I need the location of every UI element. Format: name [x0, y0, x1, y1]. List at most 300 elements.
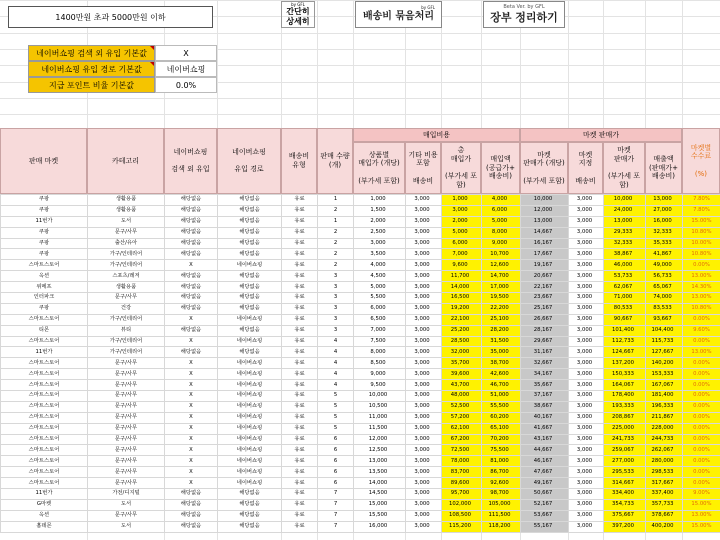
cell-p-item[interactable]: 7,000 [354, 325, 406, 336]
cell-m-fee[interactable]: 0.00% [683, 456, 720, 467]
cell-p-amount[interactable]: 28,200 [482, 325, 521, 336]
cell-market[interactable]: G마켓 [1, 499, 88, 510]
cell-naver-outside[interactable]: 해당없음 [165, 195, 218, 206]
cell-m-sales[interactable]: 35,333 [646, 238, 683, 249]
cell-m-total[interactable]: 295,533 [604, 467, 646, 478]
cell-m-price[interactable]: 26,667 [521, 314, 569, 325]
cell-ship-type[interactable]: 유료 [282, 260, 318, 271]
cell-p-other[interactable]: 3,000 [406, 445, 442, 456]
cell-p-item[interactable]: 8,500 [354, 358, 406, 369]
header-m-sales[interactable]: 매출액 (판매가+ 배송비) [645, 142, 682, 194]
cell-naver-path[interactable]: 해당없음 [218, 303, 282, 314]
cell-naver-outside[interactable]: 해당없음 [165, 227, 218, 238]
cell-m-ship[interactable]: 3,000 [569, 423, 604, 434]
cell-ship-type[interactable]: 유료 [282, 423, 318, 434]
cell-p-other[interactable]: 3,000 [406, 456, 442, 467]
cell-p-amount[interactable]: 10,700 [482, 249, 521, 260]
cell-m-fee[interactable]: 0.00% [683, 412, 720, 423]
cell-p-total[interactable]: 89,600 [442, 478, 482, 489]
cell-m-price[interactable]: 34,167 [521, 369, 569, 380]
cell-naver-outside[interactable]: X [165, 380, 218, 391]
cell-m-sales[interactable]: 400,200 [646, 521, 683, 532]
cell-m-fee[interactable]: 9.60% [683, 325, 720, 336]
cell-m-price[interactable]: 41,667 [521, 423, 569, 434]
cell-naver-outside[interactable]: 해당없음 [165, 238, 218, 249]
cell-m-ship[interactable]: 3,000 [569, 478, 604, 489]
cell-naver-path[interactable]: 네이버쇼핑 [218, 358, 282, 369]
cell-naver-path[interactable]: 네이버쇼핑 [218, 445, 282, 456]
cell-p-item[interactable]: 15,500 [354, 510, 406, 521]
header-naver-outside[interactable]: 네이버쇼핑 검색 외 유입 [164, 128, 217, 194]
cell-m-ship[interactable]: 3,000 [569, 369, 604, 380]
cell-m-fee[interactable]: 0.00% [683, 445, 720, 456]
cell-m-total[interactable]: 259,067 [604, 445, 646, 456]
cell-qty[interactable]: 4 [318, 369, 354, 380]
cell-ship-type[interactable]: 유료 [282, 456, 318, 467]
cell-p-other[interactable]: 3,000 [406, 423, 442, 434]
cell-naver-path[interactable]: 해당없음 [218, 238, 282, 249]
cell-naver-path[interactable]: 네이버쇼핑 [218, 412, 282, 423]
cell-m-total[interactable]: 314,667 [604, 478, 646, 489]
cell-naver-outside[interactable]: X [165, 358, 218, 369]
cell-m-sales[interactable]: 56,733 [646, 271, 683, 282]
cell-m-ship[interactable]: 3,000 [569, 227, 604, 238]
cell-market[interactable]: 스마트스토어 [1, 336, 88, 347]
simple-detail-logo[interactable] [281, 1, 315, 28]
cell-m-ship[interactable]: 3,000 [569, 521, 604, 532]
cell-m-price[interactable]: 50,667 [521, 489, 569, 500]
cell-m-sales[interactable]: 337,400 [646, 489, 683, 500]
cell-ship-type[interactable]: 유료 [282, 227, 318, 238]
cell-ship-type[interactable]: 유료 [282, 445, 318, 456]
cell-m-total[interactable]: 397,200 [604, 521, 646, 532]
setting-value-point-ratio[interactable]: 0.0% [155, 77, 217, 93]
header-market[interactable]: 판매 마켓 [0, 128, 87, 194]
cell-category[interactable]: 문구/사무 [88, 456, 165, 467]
cell-ship-type[interactable]: 유료 [282, 391, 318, 402]
cell-naver-path[interactable]: 해당없음 [218, 293, 282, 304]
cell-category[interactable]: 생활용품 [88, 205, 165, 216]
cell-m-ship[interactable]: 3,000 [569, 195, 604, 206]
cell-category[interactable]: 문구/사무 [88, 369, 165, 380]
cell-naver-path[interactable]: 네이버쇼핑 [218, 391, 282, 402]
cell-m-price[interactable]: 20,667 [521, 271, 569, 282]
cell-m-price[interactable]: 31,167 [521, 347, 569, 358]
cell-ship-type[interactable]: 유료 [282, 205, 318, 216]
cell-m-total[interactable]: 101,400 [604, 325, 646, 336]
cell-p-amount[interactable]: 8,000 [482, 227, 521, 238]
cell-category[interactable]: 가구/인테리어 [88, 249, 165, 260]
cell-m-ship[interactable]: 3,000 [569, 434, 604, 445]
cell-m-sales[interactable]: 41,867 [646, 249, 683, 260]
cell-qty[interactable]: 5 [318, 423, 354, 434]
cell-m-total[interactable]: 90,667 [604, 314, 646, 325]
cell-m-fee[interactable]: 7.80% [683, 195, 720, 206]
cell-p-amount[interactable]: 81,000 [482, 456, 521, 467]
cell-ship-type[interactable]: 유료 [282, 271, 318, 282]
cell-market[interactable]: 11번가 [1, 489, 88, 500]
cell-p-amount[interactable]: 42,600 [482, 369, 521, 380]
cell-naver-outside[interactable]: X [165, 391, 218, 402]
cell-p-other[interactable]: 3,000 [406, 434, 442, 445]
cell-market[interactable]: 스마트스토어 [1, 445, 88, 456]
cell-m-total[interactable]: 46,000 [604, 260, 646, 271]
cell-p-amount[interactable]: 86,700 [482, 467, 521, 478]
cell-naver-outside[interactable]: X [165, 456, 218, 467]
cell-naver-path[interactable]: 네이버쇼핑 [218, 456, 282, 467]
cell-p-item[interactable]: 7,500 [354, 336, 406, 347]
cell-m-sales[interactable]: 244,733 [646, 434, 683, 445]
cell-p-amount[interactable]: 65,100 [482, 423, 521, 434]
cell-p-other[interactable]: 3,000 [406, 347, 442, 358]
header-market-price-group[interactable]: 마켓 판매가 [520, 128, 682, 142]
cell-p-other[interactable]: 3,000 [406, 260, 442, 271]
cell-m-fee[interactable]: 7.80% [683, 205, 720, 216]
cell-naver-outside[interactable]: X [165, 336, 218, 347]
cell-p-item[interactable]: 6,000 [354, 303, 406, 314]
cell-qty[interactable]: 2 [318, 238, 354, 249]
cell-category[interactable]: 문구/사무 [88, 401, 165, 412]
cell-p-other[interactable]: 3,000 [406, 282, 442, 293]
header-m-fee[interactable]: 마켓별 수수료 (%) [682, 128, 720, 194]
cell-qty[interactable]: 6 [318, 434, 354, 445]
cell-m-sales[interactable]: 104,400 [646, 325, 683, 336]
cell-qty[interactable]: 7 [318, 489, 354, 500]
cell-category[interactable]: 도서 [88, 499, 165, 510]
cell-ship-type[interactable]: 유료 [282, 499, 318, 510]
cell-m-total[interactable]: 241,733 [604, 434, 646, 445]
cell-p-total[interactable]: 39,600 [442, 369, 482, 380]
cell-p-total[interactable]: 2,000 [442, 216, 482, 227]
cell-p-item[interactable]: 8,000 [354, 347, 406, 358]
cell-qty[interactable]: 7 [318, 499, 354, 510]
cell-naver-path[interactable]: 해당없음 [218, 521, 282, 532]
cell-m-fee[interactable]: 0.00% [683, 391, 720, 402]
cell-m-fee[interactable]: 10.80% [683, 303, 720, 314]
cell-p-total[interactable]: 35,700 [442, 358, 482, 369]
cell-p-item[interactable]: 2,000 [354, 216, 406, 227]
cell-ship-type[interactable]: 유료 [282, 510, 318, 521]
cell-p-total[interactable]: 108,500 [442, 510, 482, 521]
cell-m-price[interactable]: 46,167 [521, 456, 569, 467]
cell-p-item[interactable]: 4,500 [354, 271, 406, 282]
cell-p-item[interactable]: 14,000 [354, 478, 406, 489]
cell-qty[interactable]: 3 [318, 303, 354, 314]
cell-ship-type[interactable]: 유료 [282, 249, 318, 260]
cell-m-price[interactable]: 40,167 [521, 412, 569, 423]
cell-market[interactable]: 스마트스토어 [1, 478, 88, 489]
cell-m-price[interactable]: 43,167 [521, 434, 569, 445]
cell-m-price[interactable]: 47,667 [521, 467, 569, 478]
cell-p-amount[interactable]: 51,000 [482, 391, 521, 402]
cell-m-total[interactable]: 208,867 [604, 412, 646, 423]
cell-m-price[interactable]: 13,000 [521, 216, 569, 227]
cell-category[interactable]: 스포츠/레저 [88, 271, 165, 282]
cell-ship-type[interactable]: 유료 [282, 401, 318, 412]
cell-m-fee[interactable]: 0.00% [683, 369, 720, 380]
cell-naver-path[interactable]: 해당없음 [218, 510, 282, 521]
cell-m-total[interactable]: 10,000 [604, 195, 646, 206]
cell-naver-path[interactable]: 해당없음 [218, 216, 282, 227]
cell-p-other[interactable]: 3,000 [406, 510, 442, 521]
cell-qty[interactable]: 2 [318, 260, 354, 271]
cell-p-other[interactable]: 3,000 [406, 467, 442, 478]
cell-m-sales[interactable]: 153,333 [646, 369, 683, 380]
cell-m-ship[interactable]: 3,000 [569, 445, 604, 456]
cell-p-total[interactable]: 9,600 [442, 260, 482, 271]
cell-m-fee[interactable]: 0.00% [683, 314, 720, 325]
cell-m-price[interactable]: 22,167 [521, 282, 569, 293]
header-p-total[interactable]: 총 매입가 (부가세 포함) [441, 142, 481, 194]
cell-m-fee[interactable]: 0.00% [683, 358, 720, 369]
cell-m-fee[interactable]: 13.00% [683, 347, 720, 358]
cell-p-other[interactable]: 3,000 [406, 216, 442, 227]
cell-naver-path[interactable]: 네이버쇼핑 [218, 260, 282, 271]
cell-ship-type[interactable]: 유료 [282, 282, 318, 293]
header-p-amount[interactable]: 매입액 (공급가+ 배송비) [481, 142, 520, 194]
cell-qty[interactable]: 2 [318, 205, 354, 216]
cell-p-other[interactable]: 3,000 [406, 195, 442, 206]
cell-market[interactable]: 스마트스토어 [1, 456, 88, 467]
cell-m-ship[interactable]: 3,000 [569, 216, 604, 227]
cell-p-amount[interactable]: 14,700 [482, 271, 521, 282]
cell-category[interactable]: 출산/유아 [88, 238, 165, 249]
header-m-ship[interactable]: 마켓 지정 배송비 [568, 142, 603, 194]
cell-p-item[interactable]: 15,000 [354, 499, 406, 510]
cell-m-total[interactable]: 13,000 [604, 216, 646, 227]
cell-category[interactable]: 가구/인테리어 [88, 347, 165, 358]
header-naver-path[interactable]: 네이버쇼핑 유입 경로 [217, 128, 281, 194]
cell-m-sales[interactable]: 228,000 [646, 423, 683, 434]
cell-m-total[interactable]: 62,067 [604, 282, 646, 293]
cell-p-total[interactable]: 52,500 [442, 401, 482, 412]
cell-ship-type[interactable]: 유료 [282, 347, 318, 358]
cell-p-amount[interactable]: 60,200 [482, 412, 521, 423]
cell-p-other[interactable]: 3,000 [406, 380, 442, 391]
cell-m-total[interactable]: 277,000 [604, 456, 646, 467]
cell-m-ship[interactable]: 3,000 [569, 391, 604, 402]
cell-m-price[interactable]: 53,667 [521, 510, 569, 521]
cell-m-sales[interactable]: 83,533 [646, 303, 683, 314]
cell-p-other[interactable]: 3,000 [406, 325, 442, 336]
cell-category[interactable]: 문구/사무 [88, 380, 165, 391]
cell-p-other[interactable]: 3,000 [406, 499, 442, 510]
cell-category[interactable]: 가구/인테리어 [88, 314, 165, 325]
cell-p-item[interactable]: 2,500 [354, 227, 406, 238]
cell-p-other[interactable]: 3,000 [406, 412, 442, 423]
cell-p-amount[interactable]: 25,100 [482, 314, 521, 325]
cell-m-sales[interactable]: 262,067 [646, 445, 683, 456]
cell-ship-type[interactable]: 유료 [282, 478, 318, 489]
cell-naver-outside[interactable]: 해당없음 [165, 347, 218, 358]
cell-m-total[interactable]: 375,667 [604, 510, 646, 521]
cell-naver-path[interactable]: 해당없음 [218, 347, 282, 358]
cell-p-total[interactable]: 43,700 [442, 380, 482, 391]
cell-m-ship[interactable]: 3,000 [569, 347, 604, 358]
cell-m-ship[interactable]: 3,000 [569, 499, 604, 510]
cell-p-other[interactable]: 3,000 [406, 205, 442, 216]
cell-m-sales[interactable]: 127,667 [646, 347, 683, 358]
cell-qty[interactable]: 4 [318, 336, 354, 347]
cell-p-amount[interactable]: 9,000 [482, 238, 521, 249]
cell-m-price[interactable]: 25,167 [521, 303, 569, 314]
cell-ship-type[interactable]: 유료 [282, 412, 318, 423]
cell-p-total[interactable]: 115,200 [442, 521, 482, 532]
cell-m-sales[interactable]: 167,067 [646, 380, 683, 391]
cell-naver-path[interactable]: 네이버쇼핑 [218, 401, 282, 412]
cell-p-other[interactable]: 3,000 [406, 303, 442, 314]
cell-category[interactable]: 도서 [88, 216, 165, 227]
cell-qty[interactable]: 4 [318, 358, 354, 369]
cell-market[interactable]: 11번가 [1, 347, 88, 358]
cell-p-item[interactable]: 5,000 [354, 282, 406, 293]
cell-naver-path[interactable]: 네이버쇼핑 [218, 434, 282, 445]
cell-p-item[interactable]: 3,000 [354, 238, 406, 249]
cell-p-other[interactable]: 3,000 [406, 271, 442, 282]
range-text-cell[interactable] [8, 6, 213, 28]
cell-m-sales[interactable]: 378,667 [646, 510, 683, 521]
ledger-button[interactable] [483, 1, 565, 28]
cell-p-other[interactable]: 3,000 [406, 314, 442, 325]
cell-p-amount[interactable]: 98,700 [482, 489, 521, 500]
cell-p-other[interactable]: 3,000 [406, 358, 442, 369]
cell-p-other[interactable]: 3,000 [406, 489, 442, 500]
cell-m-sales[interactable]: 13,000 [646, 195, 683, 206]
cell-m-total[interactable]: 112,733 [604, 336, 646, 347]
cell-category[interactable]: 가구/인테리어 [88, 260, 165, 271]
cell-category[interactable]: 가전/디지털 [88, 489, 165, 500]
cell-m-fee[interactable]: 0.00% [683, 467, 720, 478]
cell-m-ship[interactable]: 3,000 [569, 314, 604, 325]
cell-p-total[interactable]: 6,000 [442, 238, 482, 249]
cell-m-fee[interactable]: 0.00% [683, 380, 720, 391]
cell-naver-outside[interactable]: 해당없음 [165, 249, 218, 260]
cell-p-total[interactable]: 14,000 [442, 282, 482, 293]
cell-p-item[interactable]: 10,500 [354, 401, 406, 412]
cell-m-total[interactable]: 150,333 [604, 369, 646, 380]
header-category[interactable]: 카테고리 [87, 128, 164, 194]
cell-category[interactable]: 문구/사무 [88, 445, 165, 456]
cell-m-sales[interactable]: 357,733 [646, 499, 683, 510]
cell-market[interactable]: 티몬 [1, 325, 88, 336]
cell-naver-outside[interactable]: 해당없음 [165, 282, 218, 293]
cell-qty[interactable]: 2 [318, 227, 354, 238]
cell-m-fee[interactable]: 0.00% [683, 336, 720, 347]
cell-ship-type[interactable]: 유료 [282, 238, 318, 249]
cell-qty[interactable]: 3 [318, 282, 354, 293]
cell-qty[interactable]: 7 [318, 510, 354, 521]
cell-p-amount[interactable]: 17,000 [482, 282, 521, 293]
cell-m-price[interactable]: 14,667 [521, 227, 569, 238]
cell-naver-path[interactable]: 해당없음 [218, 499, 282, 510]
cell-ship-type[interactable]: 유료 [282, 521, 318, 532]
cell-m-total[interactable]: 29,333 [604, 227, 646, 238]
cell-ship-type[interactable]: 유료 [282, 489, 318, 500]
cell-market[interactable]: 위메프 [1, 282, 88, 293]
cell-m-total[interactable]: 38,867 [604, 249, 646, 260]
cell-category[interactable]: 문구/사무 [88, 412, 165, 423]
cell-m-ship[interactable]: 3,000 [569, 467, 604, 478]
cell-p-item[interactable]: 11,500 [354, 423, 406, 434]
cell-p-other[interactable]: 3,000 [406, 478, 442, 489]
cell-m-sales[interactable]: 65,067 [646, 282, 683, 293]
cell-market[interactable]: 스마트스토어 [1, 369, 88, 380]
cell-p-total[interactable]: 11,700 [442, 271, 482, 282]
cell-m-fee[interactable]: 10.00% [683, 238, 720, 249]
cell-ship-type[interactable]: 유료 [282, 314, 318, 325]
cell-m-fee[interactable]: 9.00% [683, 489, 720, 500]
header-m-price[interactable]: 마켓 판매가 (개당) (부가세 포함) [520, 142, 568, 194]
cell-p-item[interactable]: 13,000 [354, 456, 406, 467]
cell-naver-outside[interactable]: 해당없음 [165, 521, 218, 532]
cell-p-amount[interactable]: 118,200 [482, 521, 521, 532]
cell-p-other[interactable]: 3,000 [406, 238, 442, 249]
cell-p-item[interactable]: 12,000 [354, 434, 406, 445]
cell-ship-type[interactable]: 유료 [282, 195, 318, 206]
cell-m-fee[interactable]: 15.00% [683, 216, 720, 227]
cell-market[interactable]: 인터파크 [1, 293, 88, 304]
cell-ship-type[interactable]: 유료 [282, 293, 318, 304]
cell-ship-type[interactable]: 유료 [282, 369, 318, 380]
cell-p-amount[interactable]: 5,000 [482, 216, 521, 227]
cell-p-total[interactable]: 48,000 [442, 391, 482, 402]
cell-m-fee[interactable]: 13.00% [683, 293, 720, 304]
cell-ship-type[interactable]: 유료 [282, 380, 318, 391]
cell-p-total[interactable]: 3,000 [442, 205, 482, 216]
cell-p-amount[interactable]: 75,500 [482, 445, 521, 456]
cell-m-price[interactable]: 32,667 [521, 358, 569, 369]
cell-p-other[interactable]: 3,000 [406, 521, 442, 532]
cell-p-amount[interactable]: 4,000 [482, 195, 521, 206]
cell-p-total[interactable]: 7,000 [442, 249, 482, 260]
cell-m-sales[interactable]: 16,000 [646, 216, 683, 227]
cell-m-total[interactable]: 164,067 [604, 380, 646, 391]
cell-category[interactable]: 가구/인테리어 [88, 336, 165, 347]
cell-market[interactable]: 옥션 [1, 510, 88, 521]
cell-m-ship[interactable]: 3,000 [569, 412, 604, 423]
cell-m-ship[interactable]: 3,000 [569, 303, 604, 314]
cell-naver-outside[interactable]: X [165, 260, 218, 271]
header-p-item[interactable]: 상품별 매입가 (개당) (부가세 포함) [353, 142, 405, 194]
cell-m-total[interactable]: 32,333 [604, 238, 646, 249]
cell-m-total[interactable]: 80,533 [604, 303, 646, 314]
cell-naver-outside[interactable]: X [165, 401, 218, 412]
cell-naver-outside[interactable]: X [165, 478, 218, 489]
cell-m-ship[interactable]: 3,000 [569, 380, 604, 391]
cell-ship-type[interactable]: 유료 [282, 336, 318, 347]
cell-market[interactable]: 홈데몬 [1, 521, 88, 532]
cell-p-item[interactable]: 9,000 [354, 369, 406, 380]
cell-naver-path[interactable]: 네이버쇼핑 [218, 423, 282, 434]
cell-category[interactable]: 문구/사무 [88, 358, 165, 369]
cell-p-amount[interactable]: 31,500 [482, 336, 521, 347]
cell-market[interactable]: 쿠팡 [1, 227, 88, 238]
cell-p-amount[interactable]: 6,000 [482, 205, 521, 216]
cell-naver-outside[interactable]: 해당없음 [165, 325, 218, 336]
cell-p-total[interactable]: 72,500 [442, 445, 482, 456]
cell-m-price[interactable]: 17,667 [521, 249, 569, 260]
cell-category[interactable]: 뷰티 [88, 325, 165, 336]
cell-m-fee[interactable]: 0.00% [683, 478, 720, 489]
cell-p-total[interactable]: 25,200 [442, 325, 482, 336]
cell-ship-type[interactable]: 유료 [282, 358, 318, 369]
cell-m-ship[interactable]: 3,000 [569, 510, 604, 521]
cell-market[interactable]: 쿠팡 [1, 238, 88, 249]
cell-m-price[interactable]: 38,667 [521, 401, 569, 412]
cell-naver-outside[interactable]: X [165, 467, 218, 478]
cell-p-total[interactable]: 28,500 [442, 336, 482, 347]
cell-category[interactable]: 문구/사무 [88, 423, 165, 434]
